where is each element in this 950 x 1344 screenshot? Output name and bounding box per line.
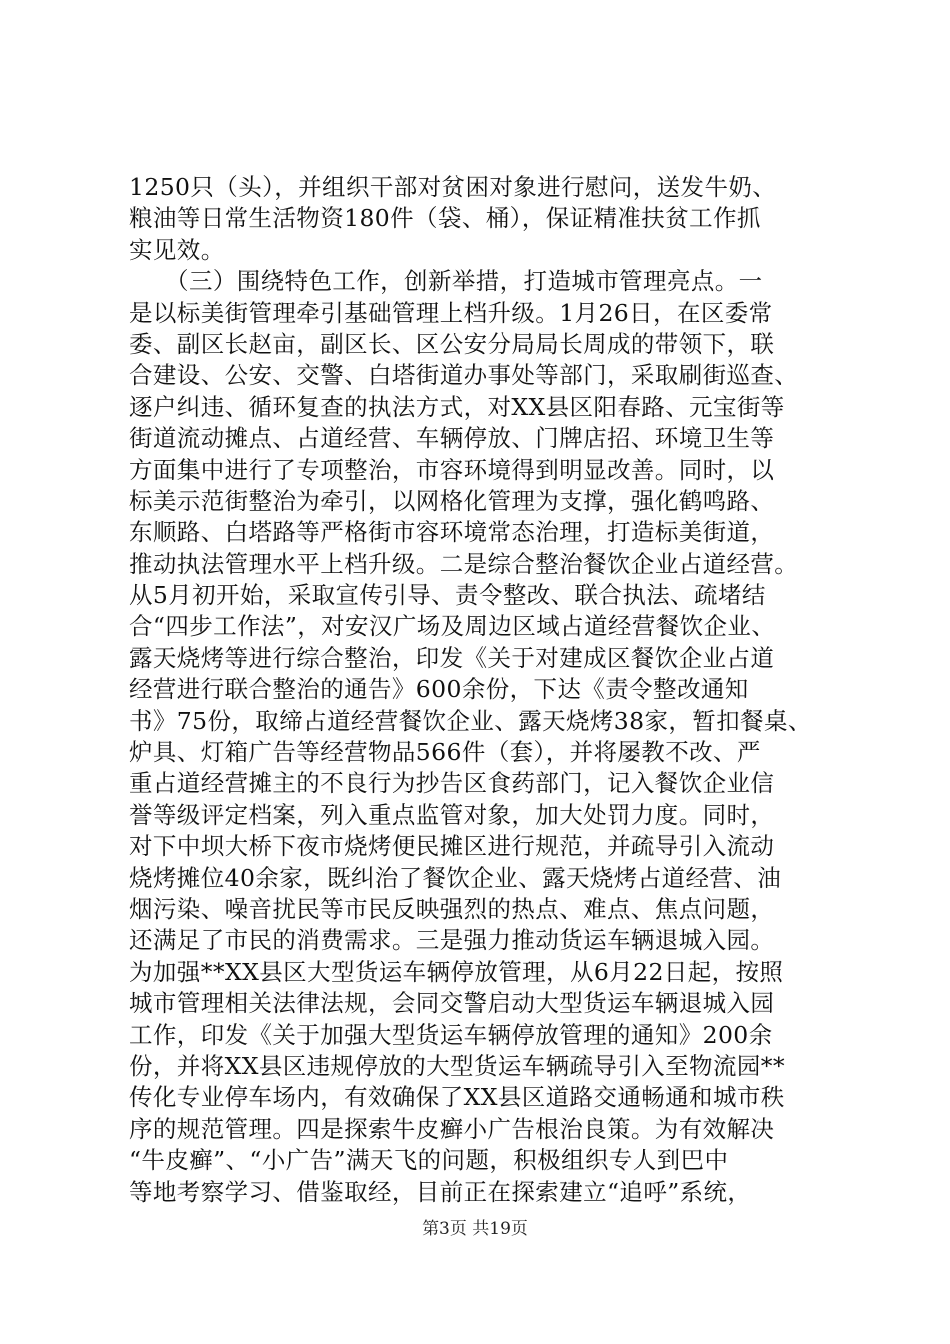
text-line: 露天烧烤等进行综合整治，印发《关于对建成区餐饮企业占道 (129, 643, 775, 672)
text-line: 合建设、公安、交警、白塔街道办事处等部门，采取刷街巡查、 (129, 361, 799, 390)
text-line: 份，并将XX县区违规停放的大型货运车辆疏导引入至物流园** (129, 1051, 786, 1080)
text-line: 东顺路、白塔路等严格街市容环境常态治理，打造标美街道， (129, 518, 775, 547)
text-line: 从5月初开始，采取宣传引导、责令整改、联合执法、疏堵结 (129, 581, 766, 610)
text-line: 炉具、灯箱广告等经营物品566件（套），并将屡教不改、严 (129, 738, 761, 767)
text-line: 传化专业停车场内，有效确保了XX县区道路交通畅通和城市秩 (129, 1083, 785, 1112)
text-line: 为加强**XX县区大型货运车辆停放管理，从6月22日起，按照 (129, 957, 784, 986)
text-line: 还满足了市民的消费需求。三是强力推动货运车辆退城入园。 (129, 926, 775, 955)
text-line: 方面集中进行了专项整治，市容环境得到明显改善。同时，以 (129, 455, 775, 484)
text-line: 烧烤摊位40余家，既纠治了餐饮企业、露天烧烤占道经营、油 (129, 863, 782, 892)
text-line: 等地考察学习、借鉴取经，目前正在探索建立“追呼”系统， (129, 1177, 752, 1206)
text-line: 粮油等日常生活物资180件（袋、桶），保证精准扶贫工作抓 (129, 204, 761, 233)
text-line: 标美示范街整治为牵引，以网格化管理为支撑，强化鹤鸣路、 (129, 486, 775, 515)
text-line: 合“四步工作法”，对安汉广场及周边区域占道经营餐饮企业、 (129, 612, 776, 641)
text-line: 经营进行联合整治的通告》600余份，下达《责令整改通知 (129, 675, 749, 704)
text-line: “牛皮癣”、“小广告”满天飞的问题，积极组织专人到巴中 (129, 1146, 729, 1175)
text-line: 委、副区长赵亩，副区长、区公安分局局长周成的带领下，联 (129, 329, 775, 358)
text-line: 烟污染、噪音扰民等市民反映强烈的热点、难点、焦点问题， (129, 894, 775, 923)
text-line: 推动执法管理水平上档升级。二是综合整治餐饮企业占道经营。 (129, 549, 799, 578)
text-line: 街道流动摊点、占道经营、车辆停放、门牌店招、环境卫生等 (129, 424, 775, 453)
text-line: 书》75份，取缔占道经营餐饮企业、露天烧烤38家，暂扣餐桌、 (129, 706, 812, 735)
text-line: 工作，印发《关于加强大型货运车辆停放管理的通知》200余 (129, 1020, 773, 1049)
text-line: 实见效。 (129, 235, 225, 264)
text-line: 1250只（头），并组织干部对贫困对象进行慰问，送发牛奶、 (129, 173, 777, 201)
text-line: 逐户纠违、循环复查的执法方式，对XX县区阳春路、元宝街等 (129, 392, 785, 421)
text-line: 序的规范管理。四是探索牛皮癣小广告根治良策。为有效解决 (129, 1114, 775, 1143)
text-line: 是以标美街管理牵引基础管理上档升级。1月26日，在区委常 (129, 298, 773, 327)
body-text (129, 172, 829, 1208)
text-line: 重占道经营摊主的不良行为抄告区食药部门，记入餐饮企业信 (129, 769, 775, 798)
text-line: 城市管理相关法律法规，会同交警启动大型货运车辆退城入园 (129, 989, 775, 1018)
text-line: 誉等级评定档案，列入重点监管对象，加大处罚力度。同时， (129, 800, 775, 829)
text-line: （三）围绕特色工作，创新举措，打造城市管理亮点。一 (129, 267, 763, 296)
text-line: 对下中坝大桥下夜市烧烤便民摊区进行规范，并疏导引入流动 (129, 832, 775, 861)
page-number-footer: 第3页 共19页 (422, 1219, 528, 1239)
